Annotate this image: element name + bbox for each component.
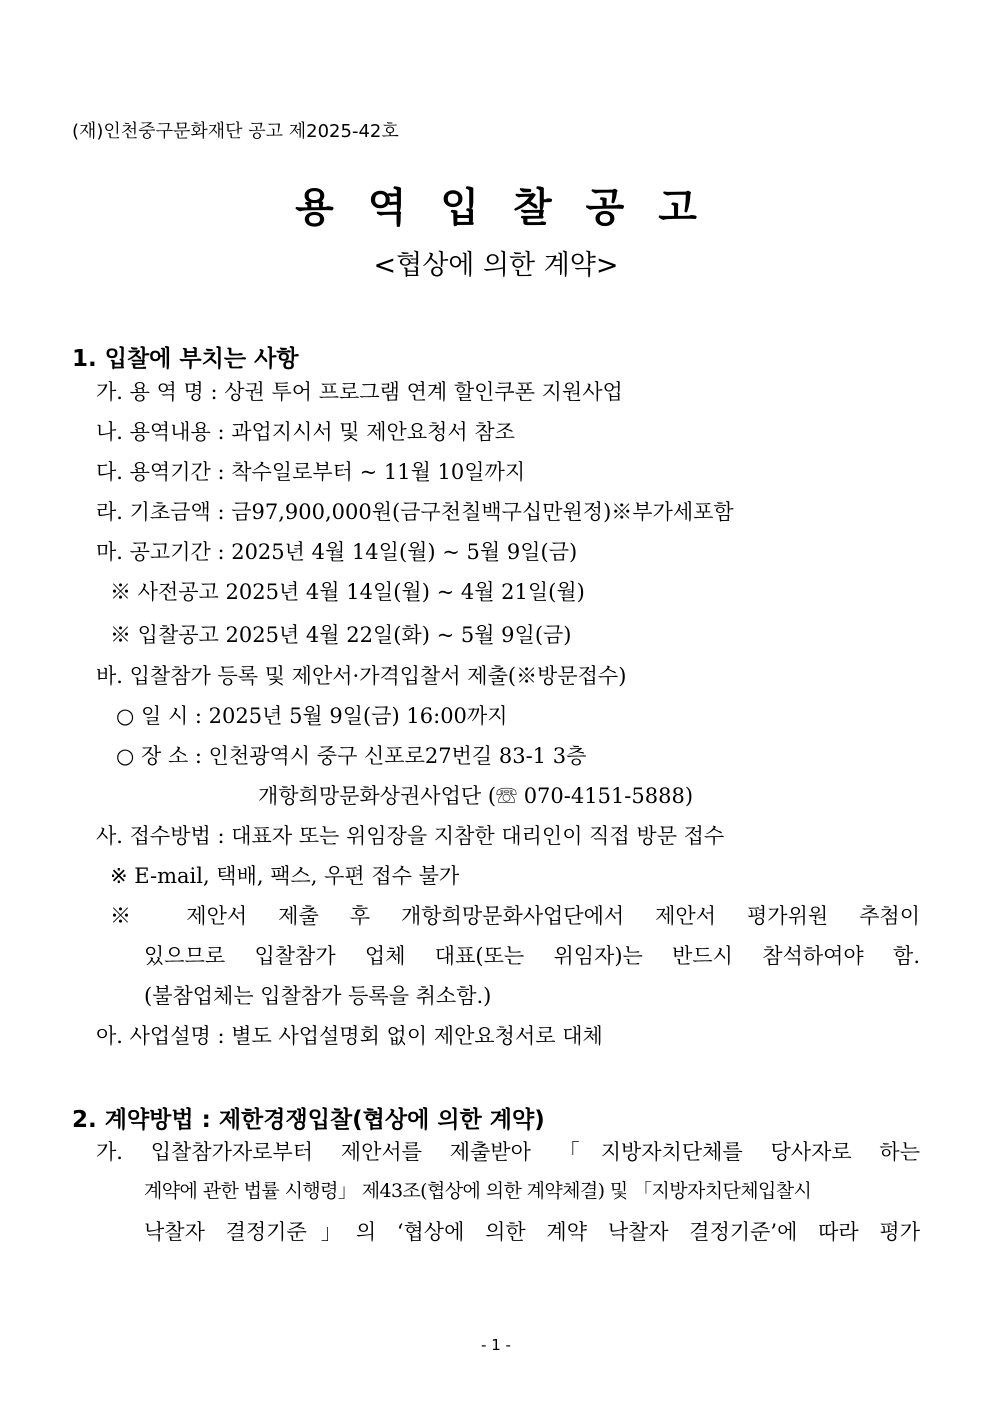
sub-item-datetime: ○ 일 시 : 2025년 5월 9일(금) 16:00까지 (116, 704, 508, 728)
section-1-heading: 1. 입찰에 부치는 사항 (72, 346, 299, 372)
page-title: 용역입찰공고 (295, 185, 731, 231)
contract-method-line-3 (144, 1220, 920, 1245)
notice-number: (재)인천중구문화재단 공고 제2025-42호 (72, 121, 399, 142)
item-ma-notice-period: 마. 공고기간 : 2025년 4월 14일(월) ~ 5월 9일(금) (96, 540, 578, 564)
sub-item-location: ○ 장 소 : 인천광역시 중구 신포로27번길 83-1 3층 (116, 744, 587, 768)
contract-method-line-1 (96, 1140, 920, 1165)
item-na-service-content: 나. 용역내용 : 과업지시서 및 제안요청서 참조 (96, 420, 515, 444)
note-bid-notice: ※ 입찰공고 2025년 4월 22일(화) ~ 5월 9일(금) (110, 623, 572, 647)
item-ba-registration: 바. 입찰참가 등록 및 제안서·가격입찰서 제출(※방문접수) (96, 664, 627, 688)
note-attendance-line-3: (불참업체는 입찰참가 등록을 취소함.) (144, 984, 492, 1008)
note-pre-notice: ※ 사전공고 2025년 4월 14일(월) ~ 4월 21일(월) (110, 580, 585, 604)
contract-method-line-3-text: 낙찰자 결정기준」의 ‘협상에 의한 계약 낙찰자 결정기준’에 따라 평가 (144, 1220, 920, 1244)
item-ga-service-name: 가. 용 역 명 : 상권 투어 프로그램 연계 할인쿠폰 지원사업 (96, 380, 623, 404)
location-detail: 개항희망문화상권사업단 (☏ 070-4151-5888) (258, 784, 694, 808)
note-no-remote-submission: ※ E-mail, 택배, 팩스, 우편 접수 불가 (110, 864, 460, 888)
item-da-service-period: 다. 용역기간 : 착수일로부터 ~ 11월 10일까지 (96, 460, 526, 484)
item-sa-submission-method: 사. 접수방법 : 대표자 또는 위임장을 지참한 대리인이 직접 방문 접수 (96, 824, 725, 848)
note-attendance-line-1 (110, 904, 920, 929)
note-attendance-line-2-text: 있으므로 입찰참가 업체 대표(또는 위임자)는 반드시 참석하여야 함. (144, 944, 920, 968)
item-a-briefing: 아. 사업설명 : 별도 사업설명회 없이 제안요청서로 대체 (96, 1024, 603, 1048)
page-number: - 1 - (481, 1336, 511, 1354)
section-2-heading: 2. 계약방법 : 제한경쟁입찰(협상에 의한 계약) (72, 1107, 545, 1133)
note-attendance-line-2 (144, 944, 920, 969)
contract-method-line-2: 계약에 관한 법률 시행령」 제43조(협상에 의한 계약체결) 및 「지방자치단체입찰시 (144, 1180, 812, 1202)
page-subtitle: <협상에 의한 계약> (373, 250, 619, 281)
item-ra-base-amount: 라. 기초금액 : 금97,900,000원(금구천칠백구십만원정)※부가세포함 (96, 500, 734, 524)
contract-method-line-1-text: 가. 입찰참가자로부터 제안서를 제출받아 「지방자치단체를 당사자로 하는 (96, 1140, 920, 1164)
note-attendance-line-1-text: ※ 제안서 제출 후 개항희망문화사업단에서 제안서 평가위원 추첨이 (110, 904, 920, 928)
